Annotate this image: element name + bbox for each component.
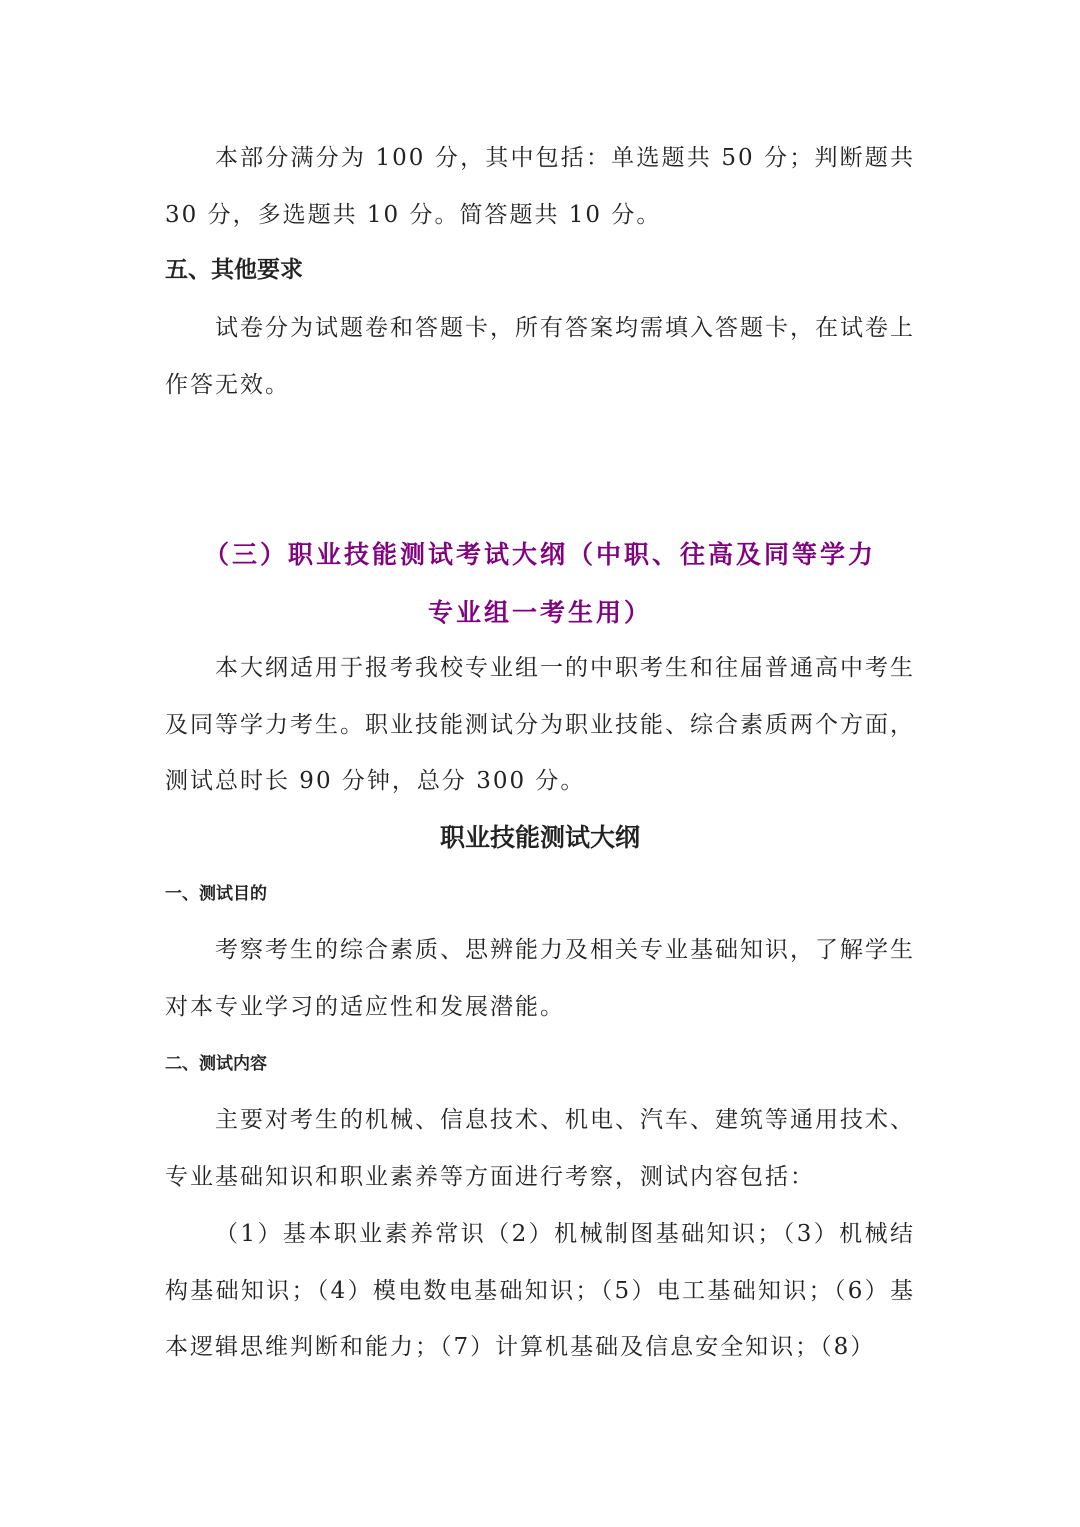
other-requirements-paragraph: 试卷分为试题卷和答题卡，所有答案均需填入答题卡，在试卷上作答无效。 — [165, 315, 915, 398]
content-items: （1）基本职业素养常识（2）机械制图基础知识；（3）机械结构基础知识；（4）模电数电基础知识；（5）电工基础知识；（6）基本逻辑思维判断和能力；（7）计算机基础及信息安全知识；（8） — [165, 1221, 915, 1360]
section-three-title-line1: （三）职业技能测试考试大纲（中职、往高及同等学力 — [203, 540, 876, 569]
score-paragraph: 本部分满分为 100 分，其中包括：单选题共 50 分；判断题共 30 分，多选题共 10 分。简答题共 10 分。 — [165, 145, 915, 228]
content-paragraph: 主要对考生的机械、信息技术、机电、汽车、建筑等通用技术、专业基础知识和职业素养等方面进行考察，测试内容包括： — [165, 1107, 915, 1190]
purpose-paragraph: 考察考生的综合素质、思辨能力及相关专业基础知识，了解学生对本专业学习的适应性和发展潜能。 — [165, 937, 915, 1020]
section-three-title-line2: 专业组一考生用） — [427, 598, 652, 627]
section-three-intro: 本大纲适用于报考我校专业组一的中职考生和往届普通高中考生及同等学力考生。职业技能测试分为职业技能、综合素质两个方面，测试总时长 90 分钟，总分 300 分。 — [165, 655, 915, 794]
section-three-title — [165, 526, 915, 642]
outline-title: 职业技能测试大纲 — [439, 823, 640, 852]
purpose-heading: 一、测试目的 — [165, 884, 267, 904]
other-requirements-heading: 五、其他要求 — [165, 256, 303, 283]
content-heading: 二、测试内容 — [165, 1054, 267, 1074]
